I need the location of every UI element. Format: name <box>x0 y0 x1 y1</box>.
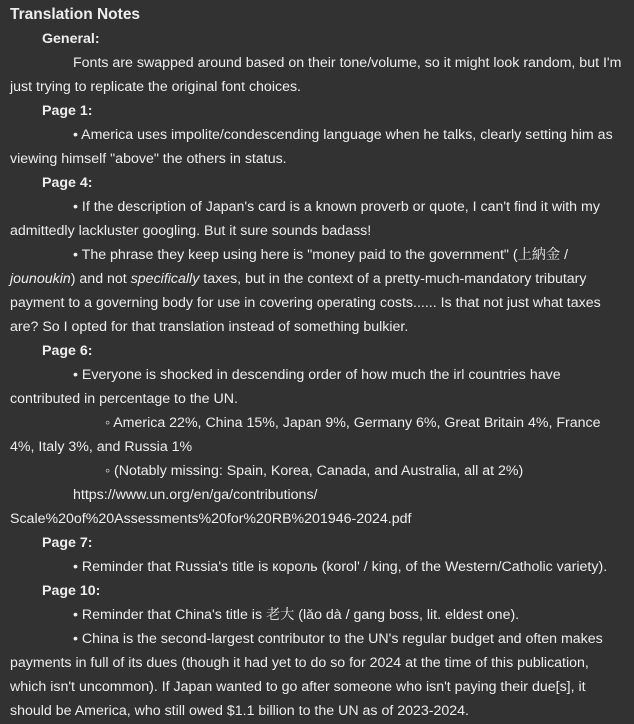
note-page4-2-part3: taxes, but in the context of a pretty-much-mandatory tributary payment to a governing body for use in covering operating costs...... Is that not just what taxes are? So I opted for that translation instead of something bulkier. <box>10 271 601 335</box>
note-page4-2-italic1: jounoukin <box>10 271 71 287</box>
note-page4-2 <box>10 243 628 339</box>
note-page4-1: • If the description of Japan's card is a known proverb or quote, I can't find it with my admittedly lackluster googling. But it sure sounds badass! <box>10 199 600 239</box>
note-page6-sub-1: ◦ America 22%, China 15%, Japan 9%, Germany 6%, Great Britain 4%, France 4%, Italy 3%, and Russia 1% <box>10 415 601 455</box>
note-page7-1: • Reminder that Russia's title is король (korol' / king, of the Western/Catholic variety). <box>73 559 608 575</box>
section-heading-page-6: Page 6: <box>42 343 93 359</box>
note-page10-1: • Reminder that China's title is 老大 (lǎo dà / gang boss, lit. eldest one). <box>73 607 520 623</box>
section-heading-general: General: <box>42 31 100 47</box>
section-heading-page-1: Page 1: <box>42 103 93 119</box>
translation-notes-document <box>10 3 628 723</box>
note-page4-2-part2: ) and not <box>70 271 131 287</box>
page-title: Translation Notes <box>10 6 141 23</box>
note-page10-2: • China is the second-largest contributor to the UN's regular budget and often makes payments in full of its dues (though it had yet to do so for 2024 at the time of this publication, which isn't uncommon). If Japan wanted to go after someone who isn't paying their due[s], it should be America, who still owed $1.1 billion to the UN as of 2023-2024. <box>10 631 603 719</box>
section-heading-page-10: Page 10: <box>42 583 101 599</box>
note-page4-2-part1: • The phrase they keep using here is "money paid to the government" (上納金 / <box>73 247 569 263</box>
section-heading-page-4: Page 4: <box>42 175 93 191</box>
note-page6-1: • Everyone is shocked in descending order of how much the irl countries have contributed in percentage to the UN. <box>10 367 561 407</box>
note-page4-2-italic2: specifically <box>130 271 200 287</box>
note-page1-1: • America uses impolite/condescending language when he talks, clearly setting him as viewing himself "above" the others in status. <box>10 127 613 167</box>
source-link[interactable]: https://www.un.org/en/ga/contributions/ Scale%20of%20Assessments%20for%20RB%201946-2024.pdf <box>10 487 412 527</box>
note-general-1: Fonts are swapped around based on their tone/volume, so it might look random, but I'm just trying to replicate the original font choices. <box>10 55 622 95</box>
note-page6-sub-2: ◦ (Notably missing: Spain, Korea, Canada, and Australia, all at 2%) <box>105 463 524 479</box>
section-heading-page-7: Page 7: <box>42 535 93 551</box>
